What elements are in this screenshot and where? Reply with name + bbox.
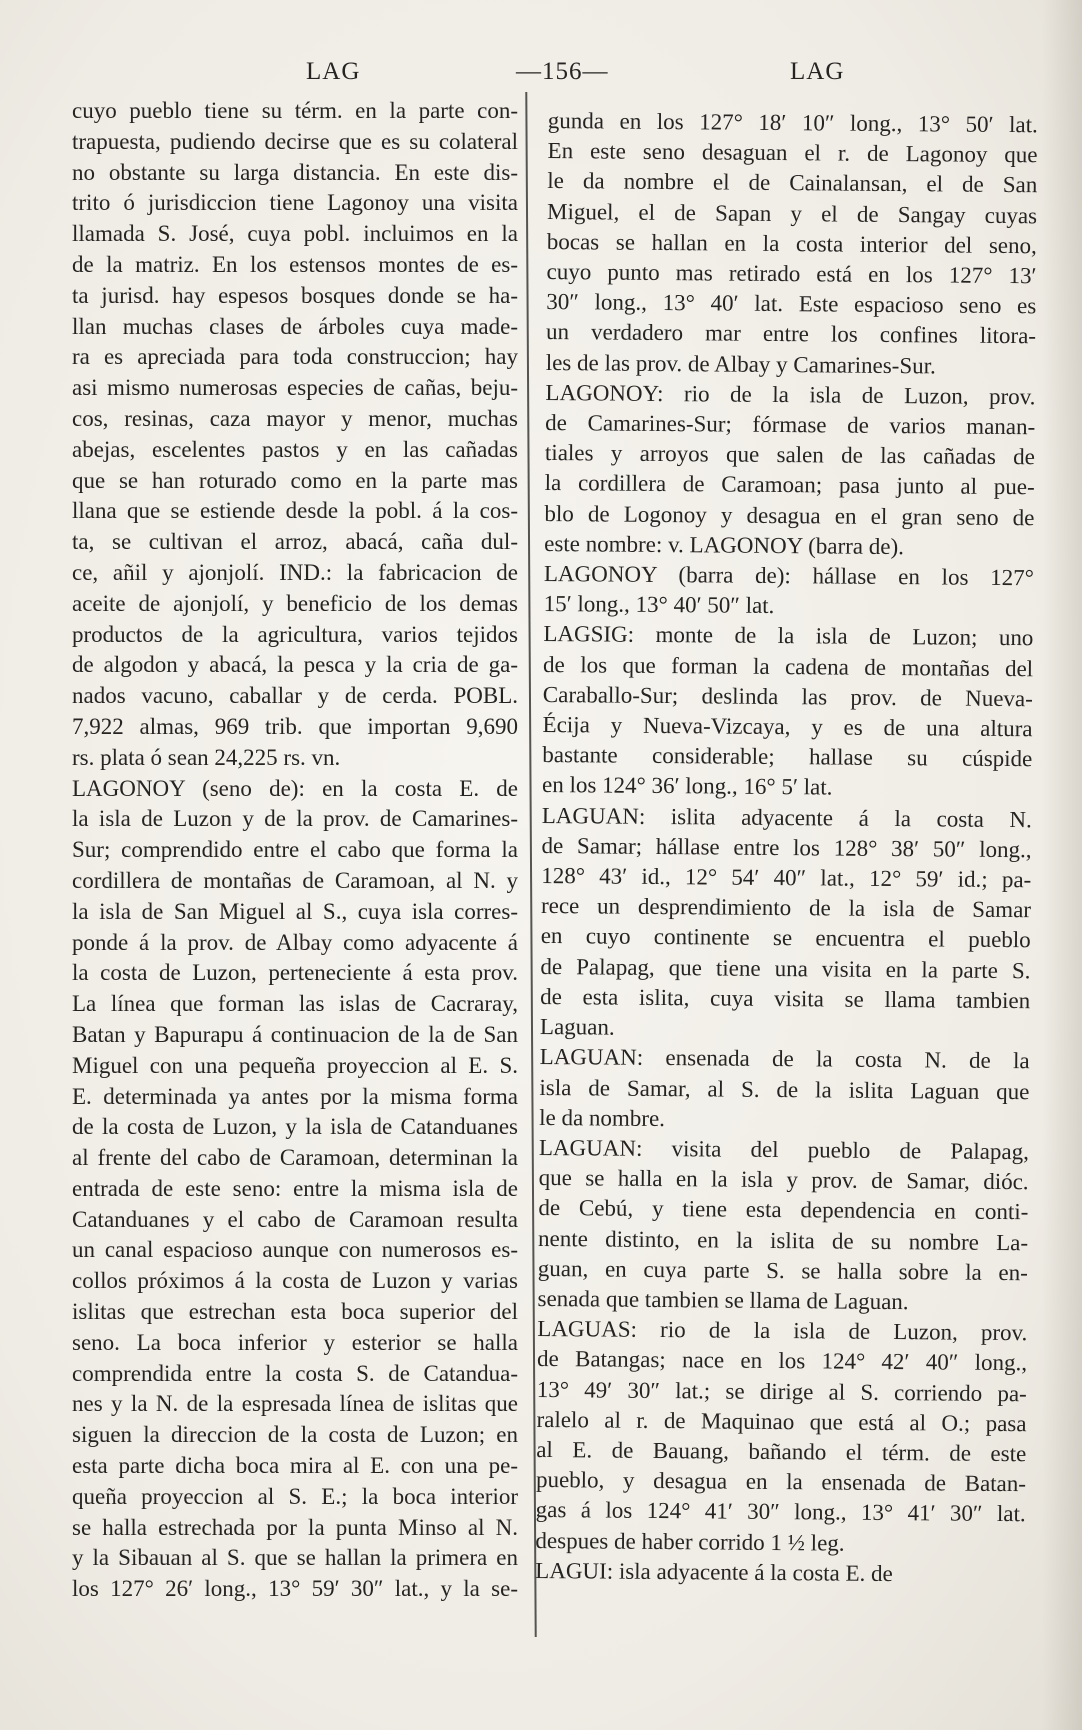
- text-line: al E. de Bauang, bañando el térm. de este: [536, 1436, 1027, 1467]
- text-line: nente distinto, en la islita de su nombre La-: [538, 1225, 1029, 1255]
- text-line: pueblo, y desagua en la ensenada de Batan-: [535, 1467, 1027, 1497]
- text-line: un canal espacioso aunque con numerosos es-: [72, 1237, 518, 1263]
- text-line: ra es apreciada para toda construccion; hay: [72, 344, 518, 370]
- running-header-left: LAG: [306, 58, 361, 85]
- page-number: —156—: [516, 58, 609, 85]
- text-line: que se halla en la isla y prov. de Samar, dióc.: [538, 1165, 1029, 1195]
- text-line: Laguan.: [539, 1014, 615, 1040]
- right-text-column: [535, 106, 1038, 1590]
- text-line: le da nombre el de Cainalansan, el de San: [547, 168, 1038, 198]
- text-line: Écija y Nueva-Vizcaya, y es de una altura: [542, 712, 1033, 742]
- text-line: le da nombre.: [539, 1104, 666, 1131]
- text-line: de Palapag, que tiene una visita en la parte S.: [540, 953, 1031, 983]
- text-line: la isla de San Miguel al S., cuya isla corres-: [72, 898, 518, 924]
- text-line: y la Sibauan al S. que se hallan la primera en: [72, 1545, 518, 1571]
- text-line: En este seno desaguan el r. de Lagonoy que: [547, 138, 1038, 168]
- text-line: que se han roturado como en la parte mas: [72, 467, 518, 493]
- text-line: en cuyo continente se encuentra el pueblo: [540, 923, 1031, 953]
- text-line: LAGUAN: visita del pueblo de Palapag,: [538, 1134, 1030, 1165]
- text-line: cuyo pueblo tiene su térm. en la parte con-: [72, 98, 518, 123]
- text-line: de Samar; hállase entre los 128° 38′ 50″ long.,: [541, 832, 1032, 863]
- text-line: abejas, escelentes pastos y en las cañadas: [72, 436, 518, 462]
- text-line: Miguel con una pequeña proyeccion al E. S.: [72, 1052, 518, 1078]
- text-line: cuyo punto mas retirado está en los 127° 13′: [546, 259, 1037, 289]
- text-line: se halla estrechada por la punta Minso al N.: [72, 1514, 518, 1540]
- text-line: 7,922 almas, 969 trib. que importan 9,690: [72, 713, 518, 739]
- text-line: tiales y arroyos que salen de las cañadas de: [544, 440, 1036, 470]
- text-line: de algodon y abacá, la pesca y la cria de ga-: [72, 652, 518, 678]
- text-line: 30″ long., 13° 40′ lat. Este espacioso seno es: [546, 289, 1037, 319]
- text-line: de esta islita, cuya visita se llama tambien: [540, 983, 1031, 1014]
- text-line: ponde á la prov. de Albay como adyacente á: [72, 929, 518, 955]
- text-line: los 127° 26′ long., 13° 59′ 30″ lat., y la se-: [72, 1576, 518, 1602]
- text-line: aceite de ajonjolí, y beneficio de los demas: [72, 590, 518, 616]
- text-line: de Batangas; nace en los 124° 42′ 40″ long.,: [536, 1346, 1028, 1376]
- text-line: gunda en los 127° 18′ 10″ long., 13° 50′ lat.: [547, 107, 1038, 138]
- text-line: trito ó jurisdiccion tiene Lagonoy una visita: [72, 190, 518, 216]
- text-line: guan, en cuya parte S. se halla sobre la en-: [537, 1255, 1028, 1285]
- text-line: ta, se cultivan el arroz, abacá, caña dul-: [72, 529, 518, 555]
- text-line: LAGONOY (barra de): hállase en los 127°: [543, 561, 1035, 591]
- text-line: entrada de este seno: entre la misma isla de: [72, 1175, 518, 1201]
- text-line: de la matriz. En los estensos montes de es-: [72, 251, 518, 277]
- text-line: Sur; comprendido entre el cabo que forma la: [72, 837, 518, 863]
- running-header-right: LAG: [790, 58, 845, 85]
- text-line: de los que forman la cadena de montañas del: [543, 651, 1034, 681]
- text-line: senada que tambien se llama de Laguan.: [537, 1285, 909, 1315]
- text-line: este nombre: v. LAGONOY (barra de).: [544, 530, 905, 559]
- text-line: rece un desprendimiento de la isla de Samar: [540, 893, 1032, 923]
- text-line: bastante considerable; hallase su cúspide: [542, 742, 1033, 772]
- text-line: LAGONOY: rio de la isla de Luzon, prov.: [545, 379, 1036, 410]
- text-line: comprendida entre la costa S. de Catandua-: [72, 1360, 518, 1386]
- text-line: nes y la N. de la espresada línea de islitas que: [72, 1391, 518, 1417]
- text-line: E. determinada ya antes por la misma forma: [72, 1083, 518, 1109]
- text-line: LAGUAN: islita adyacente á la costa N.: [541, 802, 1032, 832]
- text-line: bocas se hallan en la costa interior del seno,: [546, 228, 1037, 259]
- text-line: la costa de Luzon, perteneciente á esta prov.: [72, 960, 518, 986]
- text-line: la cordillera de Caramoan; pasa junto al pue-: [544, 470, 1035, 500]
- left-text-column: [72, 96, 518, 1605]
- text-line: un verdadero mar entre los confines litora-: [545, 319, 1037, 349]
- text-line: gas á los 124° 41′ 30″ long., 13° 41′ 30″ lat.: [535, 1497, 1026, 1527]
- text-line: collos próximos á la costa de Luzon y varias: [72, 1268, 518, 1294]
- text-line: de Camarines-Sur; fórmase de varios manan-: [545, 410, 1036, 440]
- text-line: no obstante su larga distancia. En este dis-: [72, 159, 518, 185]
- text-line: despues de haber corrido 1 ½ leg.: [535, 1527, 845, 1556]
- text-line: Catanduanes y el cabo de Caramoan resulta: [72, 1206, 518, 1232]
- text-line: LAGONOY (seno de): en la costa E. de: [72, 775, 518, 801]
- text-line: productos de la agricultura, varios tejidos: [72, 621, 518, 647]
- text-line: la isla de Luzon y de la prov. de Camarines-: [72, 806, 518, 832]
- text-line: llamada S. José, cuya pobl. incluimos en la: [72, 221, 518, 247]
- text-line: esta parte dicha boca mira al E. con una pe-: [72, 1453, 518, 1479]
- text-line: Caraballo-Sur; deslinda las prov. de Nueva-: [542, 681, 1033, 712]
- text-line: de Cebú, y tiene esta dependencia en conti-: [538, 1195, 1029, 1225]
- text-line: seno. La boca inferior y esterior se halla: [72, 1329, 518, 1355]
- text-line: llana que se estiende desde la pobl. á la cos-: [72, 498, 518, 524]
- text-line: rs. plata ó sean 24,225 rs. vn.: [72, 744, 341, 770]
- text-line: LAGSIG: monte de la isla de Luzon; uno: [543, 621, 1034, 651]
- text-line: de la costa de Luzon, y la isla de Catanduanes: [72, 1114, 518, 1140]
- text-line: ta jurisd. hay espesos bosques donde se ha-: [72, 282, 518, 308]
- text-line: LAGUI: isla adyacente á la costa E. de: [535, 1557, 893, 1586]
- text-line: Miguel, el de Sapan y el de Sangay cuyas: [546, 198, 1038, 228]
- text-line: LAGUAN: ensenada de la costa N. de la: [539, 1044, 1030, 1074]
- text-line: al frente del cabo de Caramoan, determinan la: [72, 1145, 518, 1171]
- text-line: cos, resinas, caza mayor y menor, muchas: [72, 405, 518, 431]
- text-line: La línea que forman las islas de Cacraray,: [72, 991, 518, 1017]
- text-line: Batan y Bapurapu á continuacion de la de San: [72, 1021, 518, 1047]
- text-line: trapuesta, pudiendo decirse que es su colateral: [72, 128, 518, 154]
- text-line: 15′ long., 13° 40′ 50″ lat.: [543, 591, 775, 619]
- text-line: isla de Samar, al S. de la islita Laguan que: [539, 1074, 1030, 1104]
- text-line: 128° 43′ id., 12° 54′ 40″ lat., 12° 59′ id.; pa-: [541, 863, 1032, 893]
- text-line: queña proyeccion al S. E.; la boca interior: [72, 1483, 518, 1509]
- text-line: en los 124° 36′ long., 16° 5′ lat.: [541, 772, 833, 800]
- page-edge-shadow: [1042, 0, 1082, 1730]
- text-line: nados vacuno, caballar y de cerda. POBL.: [72, 683, 518, 709]
- text-line: islitas que estrechan esta boca superior del: [72, 1299, 518, 1325]
- text-line: llan muchas clases de árboles cuya made-: [72, 313, 518, 339]
- text-line: ce, añil y ajonjolí. IND.: la fabricacion de: [72, 559, 518, 585]
- text-line: siguen la direccion de la costa de Luzon; en: [72, 1422, 518, 1448]
- text-line: LAGUAS: rio de la isla de Luzon, prov.: [537, 1316, 1028, 1346]
- text-line: 13° 49′ 30″ lat.; se dirige al S. corriendo pa-: [536, 1376, 1027, 1406]
- column-divider: [525, 92, 536, 1637]
- text-line: cordillera de montañas de Caramoan, al N. y: [72, 867, 518, 893]
- text-line: les de las prov. de Albay y Camarines-Sur.: [545, 349, 936, 379]
- text-line: ralelo al r. de Maquinao que está al O.; pasa: [536, 1406, 1027, 1436]
- text-line: blo de Logonoy y desagua en el gran seno de: [544, 500, 1035, 530]
- text-line: asi mismo numerosas especies de cañas, beju-: [72, 375, 518, 401]
